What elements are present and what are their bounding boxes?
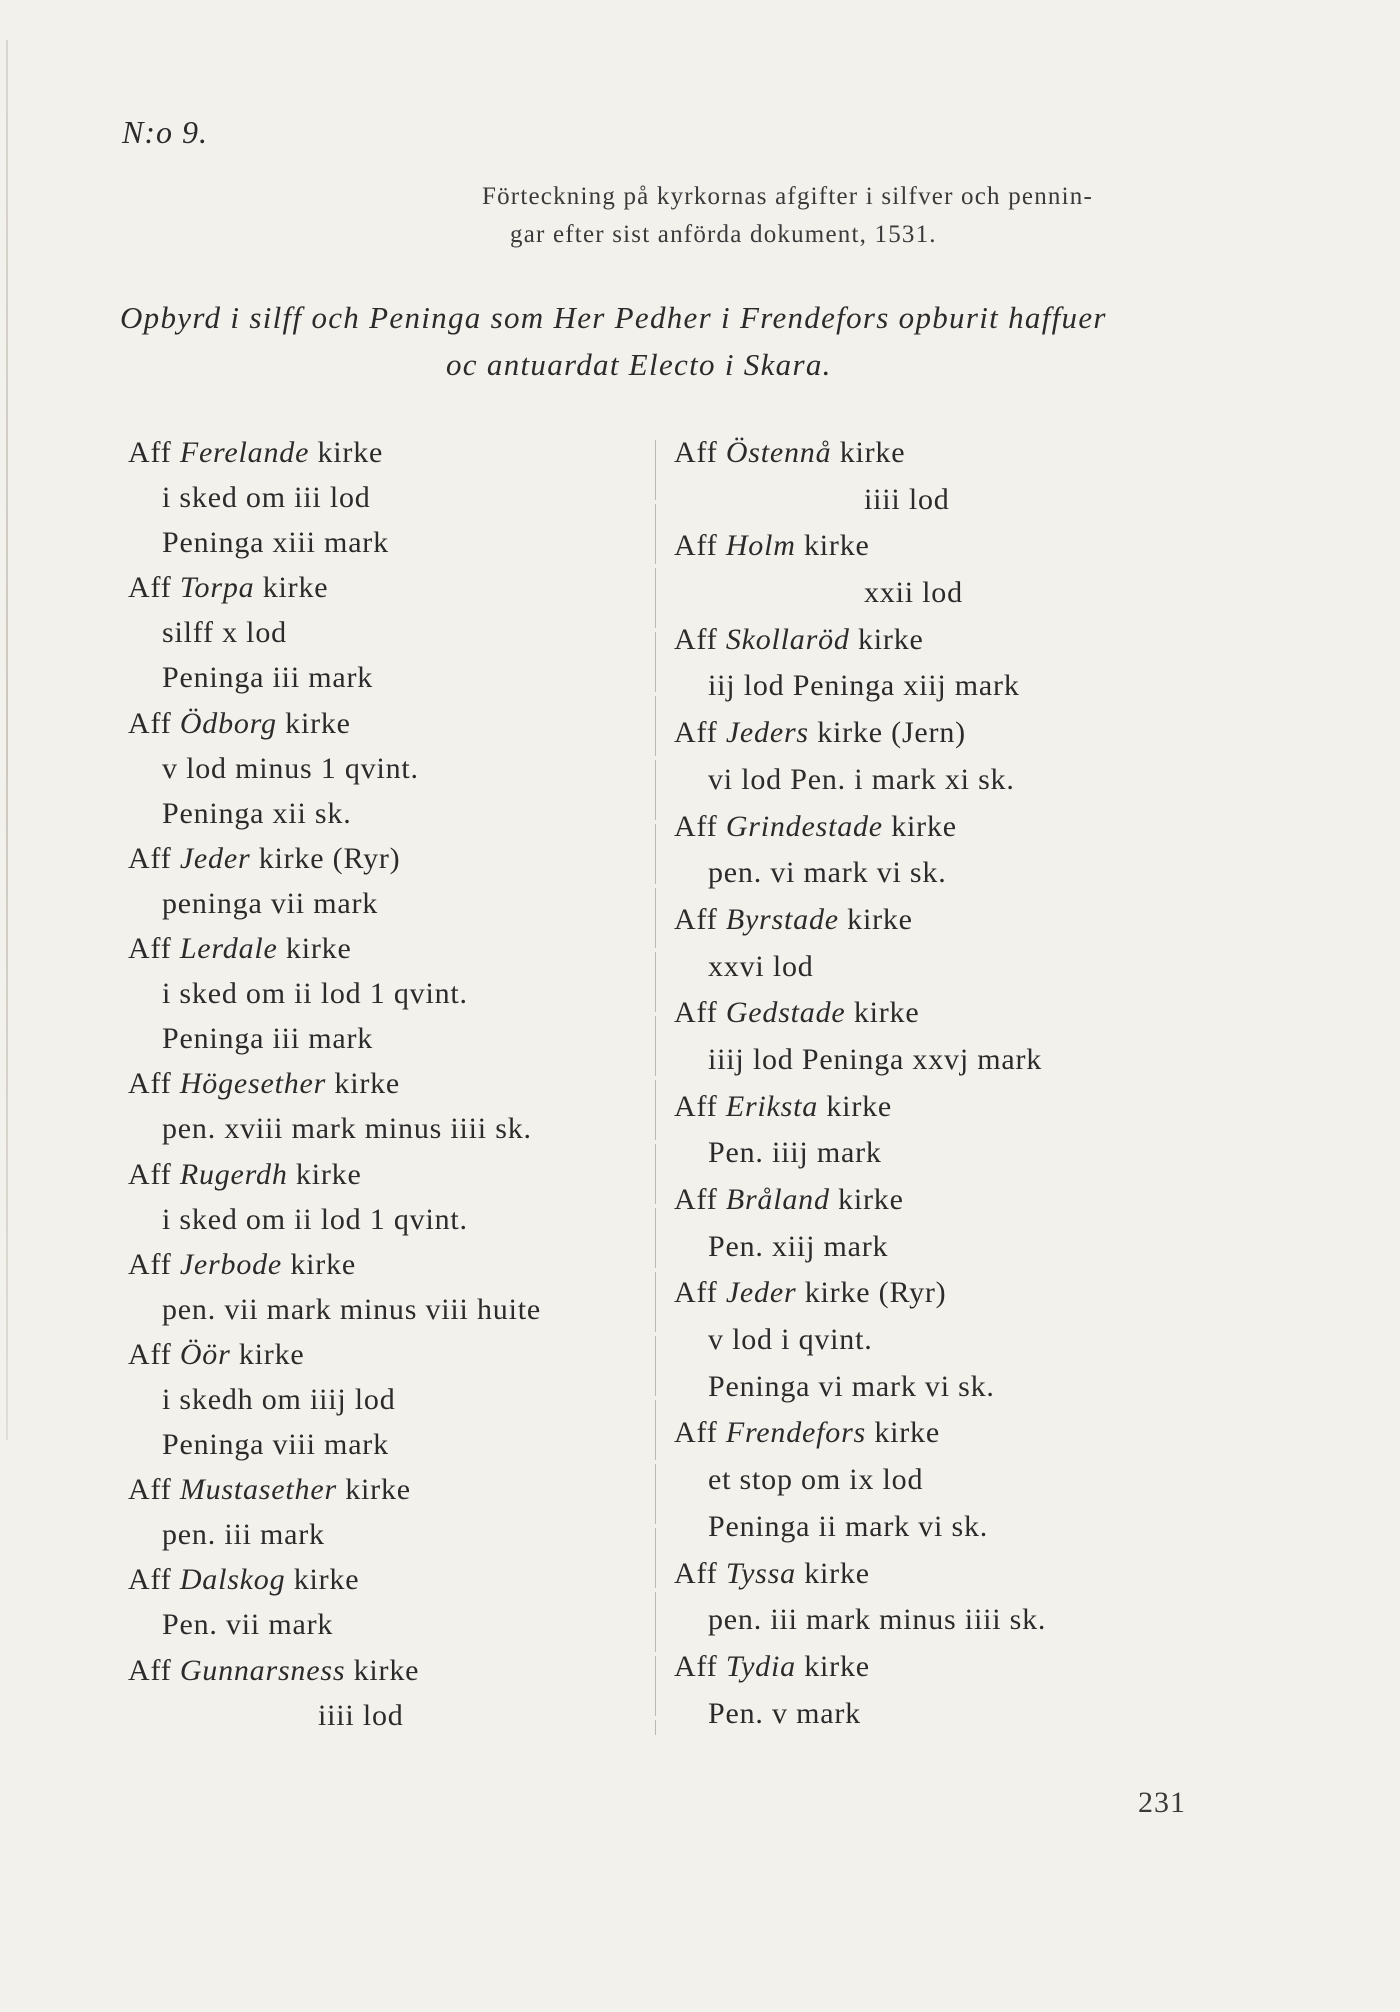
entry-prefix: Aff <box>674 996 726 1030</box>
church-entry-heading <box>128 1152 648 1197</box>
church-name: Mustasether <box>179 1473 337 1507</box>
payment-detail-line: iiij lod Peninga xxvj mark <box>708 1042 1043 1076</box>
church-name: Jeders <box>725 716 809 750</box>
entry-prefix: Aff <box>128 1653 180 1687</box>
payment-detail-line: xxii lod <box>864 576 963 610</box>
payment-detail-line: Peninga xii sk. <box>162 796 352 830</box>
right-column <box>674 430 1234 1737</box>
church-entry-heading <box>128 701 648 746</box>
entry-prefix: Aff <box>674 1649 726 1683</box>
payment-detail-line: et stop om ix lod <box>708 1463 924 1497</box>
payment-detail-line: vi lod Pen. i mark xi sk. <box>708 762 1015 796</box>
church-name: Bråland <box>725 1183 830 1216</box>
heading-line-1: Opbyrd i silff och Peninga som Her Pedher i Frendefors opburit haffuer <box>120 300 1107 335</box>
document-subtitle <box>440 178 1220 254</box>
church-entry-heading <box>674 1551 1234 1598</box>
entry-prefix: Aff <box>128 1473 180 1507</box>
church-name: Grindestade <box>725 809 883 843</box>
payment-detail-line: Pen. iiij mark <box>708 1136 882 1170</box>
entry-prefix: Aff <box>128 1247 180 1281</box>
church-entry-heading <box>674 430 1234 477</box>
entry-suffix: kirke <box>326 1067 401 1101</box>
church-name: Tyssa <box>725 1556 796 1590</box>
church-name: Tydia <box>725 1649 796 1683</box>
payment-detail-line: peninga vii mark <box>162 886 379 920</box>
entry-prefix: Aff <box>674 902 726 936</box>
entry-prefix: Aff <box>674 1276 726 1310</box>
church-entry-heading <box>128 1648 648 1693</box>
church-name: Skollaröd <box>725 622 850 656</box>
church-entry-heading <box>674 804 1234 851</box>
church-entry-heading <box>128 926 648 971</box>
payment-detail-line: pen. vi mark vi sk. <box>708 856 947 890</box>
church-entry-heading <box>128 1557 648 1602</box>
church-entry-heading <box>674 710 1234 757</box>
payment-detail-line: pen. iii mark <box>162 1518 325 1552</box>
entry-suffix: kirke <box>287 1157 362 1191</box>
document-heading <box>120 294 1200 388</box>
church-entry-heading <box>128 565 648 610</box>
church-name: Holm <box>725 529 796 563</box>
church-name: Östennå <box>725 436 832 469</box>
entry-prefix: Aff <box>128 436 180 469</box>
church-entry-heading <box>128 1242 648 1287</box>
church-entry-heading <box>128 1061 648 1106</box>
column-divider <box>655 440 656 1735</box>
entry-prefix: Aff <box>128 1563 180 1597</box>
entry-suffix: kirke <box>309 436 384 469</box>
payment-detail-line: xxvi lod <box>708 949 814 983</box>
church-entry-heading <box>674 990 1234 1037</box>
payment-detail-line: Peninga iii mark <box>162 661 374 695</box>
church-name: Lerdale <box>179 932 278 966</box>
entry-prefix: Aff <box>128 841 180 875</box>
church-name: Högesether <box>179 1067 327 1101</box>
payment-detail-line: i sked om iii lod <box>162 481 371 515</box>
entry-suffix: kirke <box>285 1563 360 1597</box>
left-column <box>128 430 648 1738</box>
entry-suffix: kirke <box>845 996 920 1030</box>
church-name: Ferelande <box>179 436 310 469</box>
church-entry-heading <box>128 1467 648 1512</box>
entry-suffix: kirke <box>795 1556 870 1590</box>
church-entry-heading <box>128 430 648 475</box>
church-entry-heading <box>674 1644 1234 1691</box>
entry-prefix: Aff <box>128 1337 180 1371</box>
payment-detail-line: i sked om ii lod 1 qvint. <box>162 977 468 1011</box>
page-spine-shadow <box>6 40 8 1440</box>
entry-suffix: kirke <box>276 706 351 740</box>
church-entry-heading <box>674 1177 1234 1224</box>
church-entry-heading <box>674 1270 1234 1317</box>
entry-prefix: Aff <box>674 436 726 469</box>
entry-suffix: kirke <box>795 529 870 563</box>
subtitle-line-1: Förteckning på kyrkornas afgifter i silfver och pennin- <box>482 183 1093 210</box>
payment-detail-line: iiii lod <box>318 1698 404 1732</box>
entry-suffix: kirke (Ryr) <box>250 841 401 875</box>
entry-suffix: kirke <box>829 1183 904 1216</box>
entry-prefix: Aff <box>674 809 726 843</box>
entry-suffix: kirke <box>882 809 957 843</box>
payment-detail-line: i skedh om iiij lod <box>162 1382 396 1416</box>
entry-suffix: kirke <box>277 932 352 966</box>
payment-detail-line: pen. iii mark minus iiii sk. <box>708 1603 1047 1637</box>
church-name: Rugerdh <box>179 1157 288 1191</box>
page-number: 231 <box>1138 1786 1186 1819</box>
entry-prefix: Aff <box>674 529 726 563</box>
payment-detail-line: v lod minus 1 qvint. <box>162 751 419 785</box>
church-name: Jeder <box>179 841 251 875</box>
church-name: Byrstade <box>725 902 839 936</box>
entry-suffix: kirke <box>866 1416 940 1450</box>
church-name: Ödborg <box>179 706 277 740</box>
church-entry-heading <box>674 1410 1234 1457</box>
payment-detail-line: Peninga vi mark vi sk. <box>708 1369 995 1403</box>
church-name: Gedstade <box>725 996 846 1030</box>
entry-suffix: kirke <box>336 1473 411 1507</box>
entry-prefix: Aff <box>674 622 726 656</box>
church-entry-heading <box>674 897 1234 944</box>
entry-suffix: kirke <box>838 902 913 936</box>
entry-suffix: kirke (Jern) <box>808 716 966 750</box>
entry-suffix: kirke <box>282 1247 356 1281</box>
church-entry-heading <box>674 1084 1234 1131</box>
entry-suffix: kirke <box>818 1089 893 1123</box>
payment-detail-line: i sked om ii lod 1 qvint. <box>162 1202 468 1236</box>
payment-detail-line: Pen. xiij mark <box>708 1229 889 1263</box>
payment-detail-line: silff x lod <box>162 616 287 650</box>
entry-prefix: Aff <box>674 716 726 750</box>
payment-detail-line: Pen. vii mark <box>162 1608 334 1642</box>
payment-detail-line: Pen. v mark <box>708 1696 861 1730</box>
entry-suffix: kirke <box>345 1653 420 1687</box>
church-entry-heading <box>674 523 1234 570</box>
entry-prefix: Aff <box>128 932 180 966</box>
church-name: Jeder <box>725 1276 797 1310</box>
entry-prefix: Aff <box>128 706 180 740</box>
subtitle-line-2: gar efter sist anförda dokument, 1531. <box>510 221 937 248</box>
church-name: Dalskog <box>179 1563 286 1597</box>
entry-prefix: Aff <box>674 1089 726 1123</box>
payment-detail-line: iiii lod <box>864 482 950 516</box>
entry-suffix: kirke <box>849 622 924 656</box>
church-entry-heading <box>128 1332 648 1377</box>
payment-detail-line: pen. vii mark minus viii huite <box>162 1292 541 1326</box>
church-name: Öör <box>179 1337 231 1371</box>
church-name: Jerbode <box>179 1247 283 1281</box>
entry-prefix: Aff <box>674 1556 726 1590</box>
entry-prefix: Aff <box>674 1183 726 1216</box>
church-name: Frendefors <box>725 1416 867 1450</box>
entry-prefix: Aff <box>128 571 180 605</box>
payment-detail-line: pen. xviii mark minus iiii sk. <box>162 1112 532 1146</box>
payment-detail-line: Peninga iii mark <box>162 1022 374 1056</box>
church-entry-heading <box>128 836 648 881</box>
payment-detail-line: Peninga ii mark vi sk. <box>708 1509 989 1543</box>
payment-detail-line: Peninga xiii mark <box>162 526 389 560</box>
payment-detail-line: v lod i qvint. <box>708 1323 873 1357</box>
church-name: Eriksta <box>725 1089 819 1123</box>
entry-suffix: kirke <box>230 1337 305 1371</box>
church-entry-heading <box>674 617 1234 664</box>
payment-detail-line: iij lod Peninga xiij mark <box>708 669 1020 703</box>
document-number: N:o 9. <box>122 114 208 150</box>
entry-prefix: Aff <box>128 1067 180 1101</box>
payment-detail-line: Peninga viii mark <box>162 1428 389 1462</box>
church-name: Gunnarsness <box>179 1653 346 1687</box>
entry-prefix: Aff <box>674 1416 726 1450</box>
entry-prefix: Aff <box>128 1157 180 1191</box>
entry-suffix: kirke (Ryr) <box>796 1276 947 1310</box>
entry-suffix: kirke <box>831 436 906 469</box>
church-name: Torpa <box>179 571 255 605</box>
entry-suffix: kirke <box>254 571 329 605</box>
entry-suffix: kirke <box>795 1649 870 1683</box>
heading-line-2: oc antuardat Electo i Skara. <box>446 347 832 382</box>
